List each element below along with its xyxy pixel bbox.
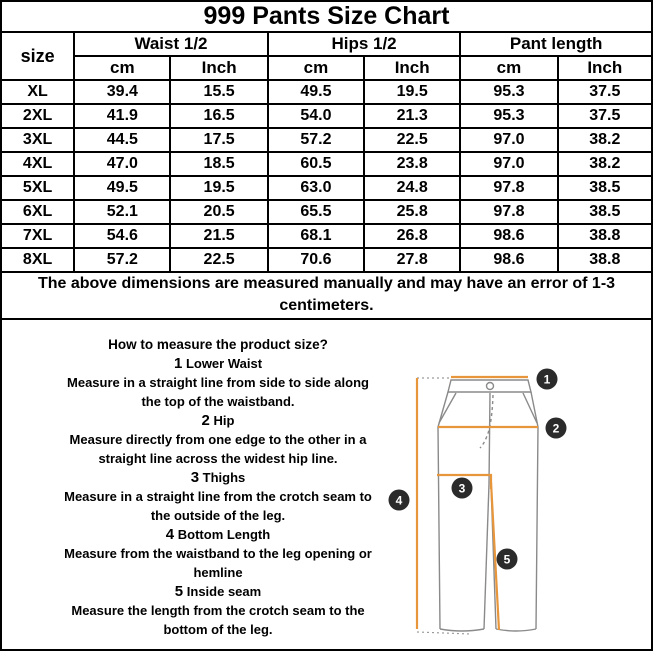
table-cell: 17.5	[170, 128, 267, 152]
unit-header-row	[1, 56, 652, 80]
table-cell: 95.3	[460, 80, 557, 104]
table-cell: 38.2	[558, 128, 652, 152]
marker-1-label: 1	[543, 372, 551, 387]
table-row	[1, 128, 652, 152]
table-cell: 16.5	[170, 104, 267, 128]
marker-4-label: 4	[395, 493, 403, 508]
table-cell: 97.8	[460, 200, 557, 224]
table-cell: 97.8	[460, 176, 557, 200]
size-label: 2XL	[1, 104, 74, 128]
table-cell: 19.5	[170, 176, 267, 200]
table-cell: 22.5	[170, 248, 267, 272]
table-row	[1, 176, 652, 200]
left-hem	[440, 629, 484, 631]
instructions-heading: How to measure the product size?	[108, 336, 328, 352]
instruction-item-title	[62, 354, 374, 373]
unit-header: Inch	[558, 56, 652, 80]
waistband-button	[487, 382, 494, 389]
unit-header: cm	[460, 56, 557, 80]
table-cell: 38.8	[558, 248, 652, 272]
pants-measure-diagram	[369, 321, 649, 648]
measurement-disclaimer: The above dimensions are measured manually and may have an error of 1-3 centimeters.	[1, 272, 652, 319]
table-cell: 97.0	[460, 152, 557, 176]
column-group-pant-length: Pant length	[460, 32, 652, 56]
table-row	[1, 248, 652, 272]
bottom-dotted-guide	[417, 632, 471, 634]
table-cell: 70.6	[268, 248, 364, 272]
table-cell: 38.2	[558, 152, 652, 176]
table-row	[1, 200, 652, 224]
instruction-label: Lower Waist	[185, 355, 263, 371]
marker-2	[546, 417, 567, 438]
left-inner-leg	[484, 484, 489, 629]
table-cell: 25.8	[364, 200, 460, 224]
instruction-number: 3	[190, 468, 200, 486]
column-group-waist: Waist 1/2	[74, 32, 268, 56]
right-hem	[496, 629, 536, 631]
marker-5-label: 5	[503, 552, 511, 567]
size-label: 8XL	[1, 248, 74, 272]
table-cell: 95.3	[460, 104, 557, 128]
table-cell: 57.2	[268, 128, 364, 152]
table-cell: 98.6	[460, 224, 557, 248]
table-cell: 37.5	[558, 80, 652, 104]
marker-3	[452, 477, 473, 498]
table-cell: 21.3	[364, 104, 460, 128]
table-cell: 97.0	[460, 128, 557, 152]
instruction-item-title	[62, 468, 374, 487]
table-cell: 60.5	[268, 152, 364, 176]
marker-2-label: 2	[552, 421, 560, 436]
instruction-item-title	[62, 525, 374, 544]
unit-header: Inch	[364, 56, 460, 80]
table-cell: 63.0	[268, 176, 364, 200]
instruction-desc: Measure the length from the crotch seam to the bottom of the leg.	[71, 602, 365, 637]
table-cell: 38.5	[558, 200, 652, 224]
size-label: XL	[1, 80, 74, 104]
table-cell: 26.8	[364, 224, 460, 248]
instruction-number: 1	[173, 354, 183, 372]
size-label: 7XL	[1, 224, 74, 248]
size-label: 4XL	[1, 152, 74, 176]
instruction-desc: Measure from the waistband to the leg opening or hemline	[64, 545, 372, 580]
table-cell: 68.1	[268, 224, 364, 248]
instruction-label: Hip	[213, 412, 235, 428]
table-cell: 47.0	[74, 152, 170, 176]
center-seam	[489, 393, 490, 484]
note-row	[1, 272, 652, 319]
pants-outline	[438, 380, 538, 631]
page-title: 999 Pants Size Chart	[1, 1, 652, 32]
instruction-number: 2	[201, 411, 210, 429]
group-header-row	[1, 32, 652, 56]
table-cell: 38.8	[558, 224, 652, 248]
table-cell: 54.0	[268, 104, 364, 128]
measure-guide-row	[1, 319, 652, 650]
table-cell: 20.5	[170, 200, 267, 224]
table-cell: 41.9	[74, 104, 170, 128]
size-label: 3XL	[1, 128, 74, 152]
table-cell: 65.5	[268, 200, 364, 224]
marker-5	[497, 548, 518, 569]
table-cell: 54.6	[74, 224, 170, 248]
instruction-label: Thighs	[202, 469, 246, 485]
instruction-number: 4	[165, 525, 175, 543]
table-row	[1, 224, 652, 248]
table-cell: 24.8	[364, 176, 460, 200]
table-cell: 27.8	[364, 248, 460, 272]
measure-instructions	[62, 335, 374, 639]
size-label: 5XL	[1, 176, 74, 200]
instruction-label: Bottom Length	[177, 526, 271, 542]
title-row	[1, 1, 652, 32]
marker-3-label: 3	[458, 481, 466, 496]
diagram-markers	[389, 368, 567, 569]
table-cell: 57.2	[74, 248, 170, 272]
column-group-hips: Hips 1/2	[268, 32, 461, 56]
marker-1	[537, 368, 558, 389]
instruction-desc: Measure directly from one edge to the other in a straight line across the widest hip line.	[69, 431, 367, 466]
size-label: 6XL	[1, 200, 74, 224]
table-cell: 15.5	[170, 80, 267, 104]
instruction-number: 5	[174, 582, 184, 600]
instruction-item-title	[62, 582, 374, 601]
table-row	[1, 104, 652, 128]
table-cell: 38.5	[558, 176, 652, 200]
table-cell: 44.5	[74, 128, 170, 152]
fly-dashed-line	[480, 395, 493, 448]
table-cell: 21.5	[170, 224, 267, 248]
table-cell: 39.4	[74, 80, 170, 104]
left-pocket-line	[439, 393, 456, 423]
instruction-desc: Measure in a straight line from side to side along the top of the waistband.	[67, 374, 369, 409]
table-cell: 98.6	[460, 248, 557, 272]
table-cell: 49.5	[268, 80, 364, 104]
instruction-desc: Measure in a straight line from the crotch seam to the outside of the leg.	[64, 488, 372, 523]
table-cell: 19.5	[364, 80, 460, 104]
instruction-label: Inside seam	[186, 583, 262, 599]
dotted-guides	[417, 378, 471, 634]
table-row	[1, 152, 652, 176]
measure-lines	[417, 377, 538, 630]
measure-guide-section	[1, 319, 652, 650]
table-cell: 23.8	[364, 152, 460, 176]
table-row	[1, 80, 652, 104]
table-cell: 18.5	[170, 152, 267, 176]
table-cell: 37.5	[558, 104, 652, 128]
table-cell: 22.5	[364, 128, 460, 152]
table-cell: 52.1	[74, 200, 170, 224]
instruction-item-title	[62, 411, 374, 430]
unit-header: cm	[74, 56, 170, 80]
unit-header: cm	[268, 56, 364, 80]
marker-4	[389, 489, 410, 510]
column-header-size: size	[1, 32, 74, 80]
table-cell: 49.5	[74, 176, 170, 200]
unit-header: Inch	[170, 56, 267, 80]
